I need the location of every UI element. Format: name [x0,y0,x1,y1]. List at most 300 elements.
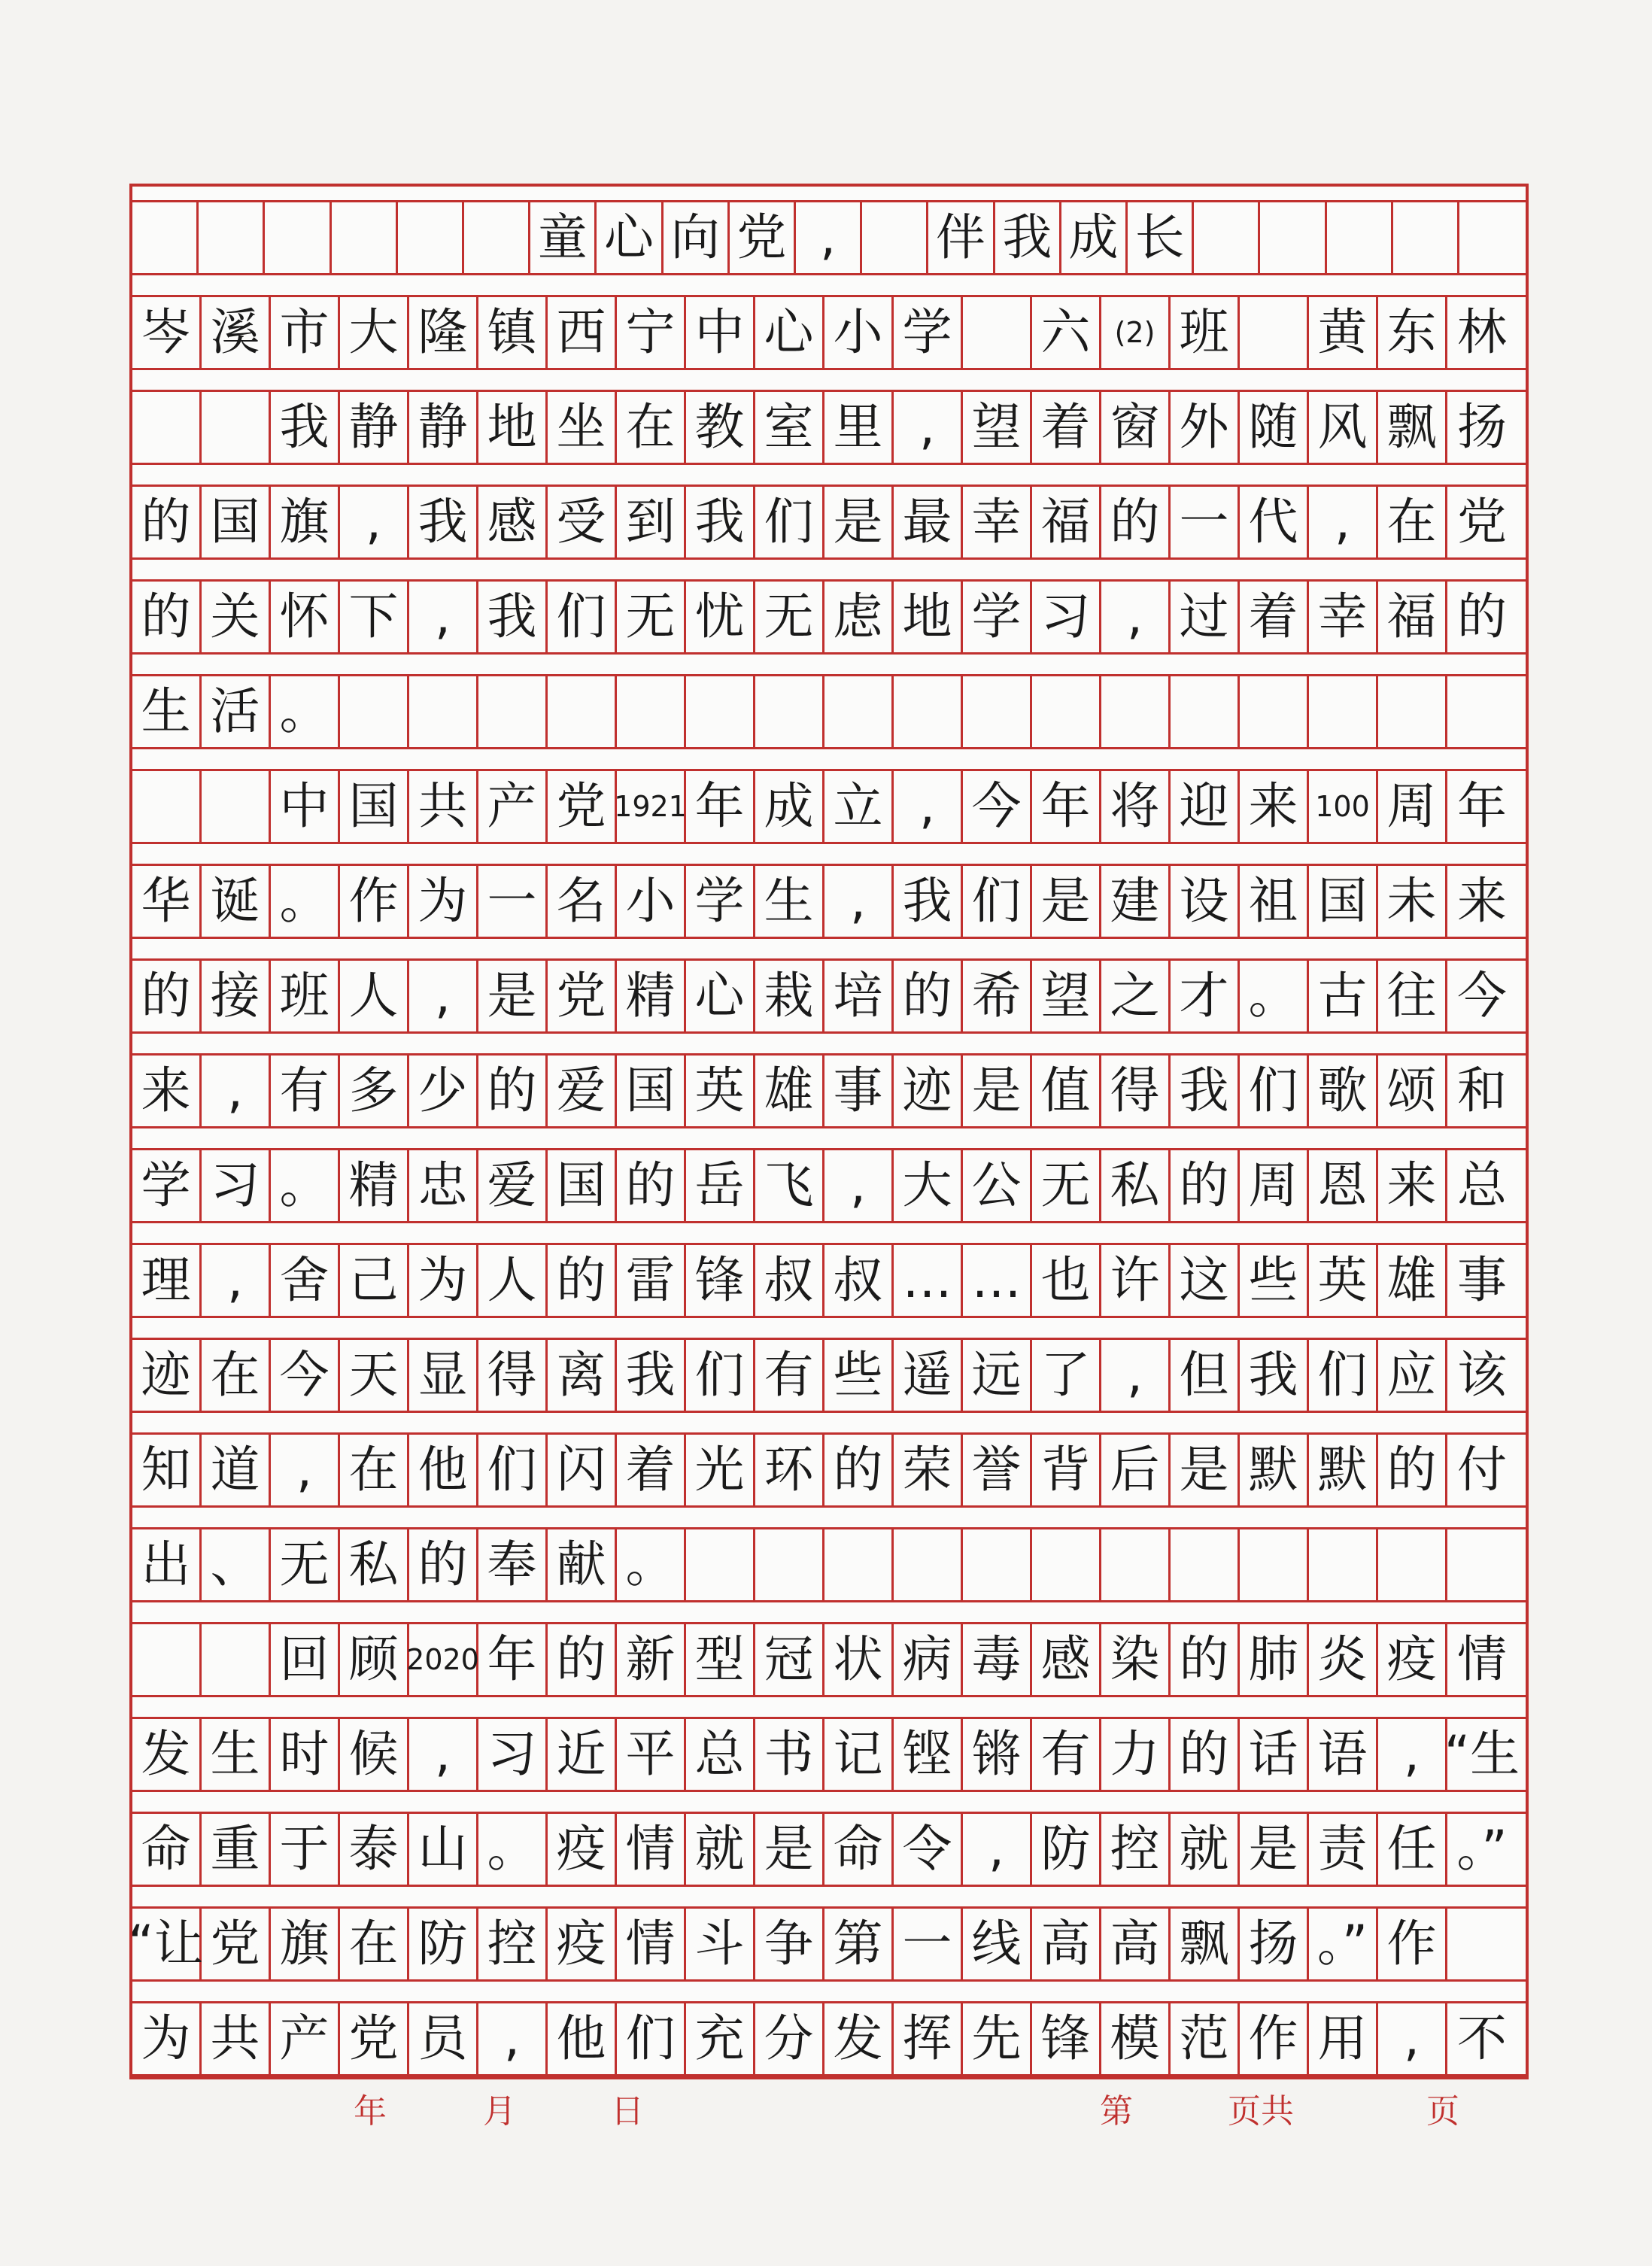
char-cell: 得 [478,1340,548,1411]
text-row [132,1432,1526,1508]
char-cell: 炎 [1309,1624,1378,1695]
char-cell: 。” [1309,1909,1378,1979]
footer-page-end: 页 [1426,2092,1459,2131]
char-cell: 旗 [271,487,340,557]
char-cell [963,1529,1032,1600]
char-cell [1378,1529,1447,1600]
char-cell: 往 [1378,961,1447,1031]
char-cell: 国 [340,771,409,842]
char-cell [340,676,409,747]
char-cell: 幸 [963,487,1032,557]
char-cell: 们 [1309,1340,1378,1411]
char-cell: 名 [548,866,617,937]
footer-day: 日 [611,2092,644,2131]
char-cell: 今 [963,771,1032,842]
char-cell: 古 [1309,961,1378,1031]
text-row [132,2001,1526,2076]
char-cell: 习 [1032,582,1101,652]
char-cell: , [1378,2003,1447,2074]
char-cell [894,676,963,747]
char-cell: 遥 [894,1340,963,1411]
char-cell: 肺 [1240,1624,1309,1695]
char-cell: 为 [409,1245,478,1316]
char-cell: … [963,1245,1032,1316]
char-cell: 在 [340,1435,409,1505]
char-cell: 忠 [409,1150,478,1221]
char-cell: 模 [1101,2003,1171,2074]
char-cell: 我 [1171,1056,1240,1126]
char-cell: 心 [686,961,755,1031]
char-cell: 的 [1171,1150,1240,1221]
title-char-cell: 心 [597,202,663,273]
char-cell: 室 [755,392,824,463]
footer-page-of: 页共 [1228,2092,1294,2131]
char-cell: 和 [1457,1062,1507,1119]
char-cell: 出 [132,1529,202,1600]
char-cell: 栽 [755,961,824,1031]
char-cell: 知 [132,1435,202,1505]
char-cell [132,771,202,842]
char-cell: 共 [409,771,478,842]
title-row [132,200,1526,275]
text-row [132,484,1526,560]
char-cell: 着 [617,1435,686,1505]
writing-grid [129,184,1529,2079]
char-cell: 他 [548,2003,617,2074]
title-char-cell [1459,202,1526,273]
char-cell: 。 [271,1150,340,1221]
char-cell: 铿 [894,1719,963,1790]
char-cell: 但 [1171,1340,1240,1411]
char-cell: 共 [202,2003,271,2074]
char-cell: 候 [340,1719,409,1790]
char-cell: 设 [1171,866,1240,937]
char-cell [548,676,617,747]
char-cell: 我 [271,392,340,463]
char-cell: 之 [1101,961,1171,1031]
char-cell: 诞 [202,866,271,937]
char-cell: 迹 [132,1340,202,1411]
text-row [132,958,1526,1034]
char-cell: 望 [1032,961,1101,1031]
char-cell: 我 [686,487,755,557]
footer-year: 年 [354,2092,387,2131]
char-cell: 疫 [548,1814,617,1885]
char-cell: 事 [1457,1251,1507,1309]
char-cell [686,676,755,747]
char-cell: 语 [1309,1719,1378,1790]
char-cell: 冠 [755,1624,824,1695]
page-footer [0,2084,1652,2137]
char-cell: 坐 [548,392,617,463]
title-char-cell [1393,202,1459,273]
char-cell: 大 [894,1150,963,1221]
char-cell [1309,1529,1378,1600]
char-cell: , [271,1435,340,1505]
char-cell: 命 [824,1814,894,1885]
title-char-cell: 党 [730,202,796,273]
char-cell: 里 [824,392,894,463]
char-cell: 将 [1101,771,1171,842]
char-cell: 爱 [478,1150,548,1221]
char-cell: 我 [617,1340,686,1411]
char-cell: 西 [548,297,617,368]
char-cell: 许 [1101,1245,1171,1316]
char-cell: 人 [340,961,409,1031]
char-cell: 国 [202,487,271,557]
text-row [132,390,1526,465]
char-cell: 。 [478,1814,548,1885]
char-cell: 防 [1032,1814,1101,1885]
char-cell: 任 [1378,1814,1447,1885]
char-cell: 们 [548,582,617,652]
char-cell: 飘 [1378,392,1447,463]
char-cell [755,1529,824,1600]
char-cell: 少 [409,1056,478,1126]
char-cell [1447,1909,1517,1979]
char-cell: 着 [1032,392,1101,463]
char-cell: 国 [548,1150,617,1221]
char-cell: 些 [824,1340,894,1411]
char-cell: 新 [617,1624,686,1695]
char-cell: 疫 [548,1909,617,1979]
char-cell: 在 [340,1909,409,1979]
char-cell: 们 [963,866,1032,937]
char-cell: 有 [271,1056,340,1126]
char-cell: 付 [1457,1441,1507,1499]
char-cell: 的 [548,1245,617,1316]
char-cell: 离 [548,1340,617,1411]
text-row [132,1527,1526,1602]
char-cell: , [409,1719,478,1790]
char-cell [824,676,894,747]
title-char-cell [1327,202,1393,273]
char-cell: 歌 [1309,1056,1378,1126]
char-cell: 来 [1240,771,1309,842]
char-cell: 是 [1240,1814,1309,1885]
char-cell: 扬 [1240,1909,1309,1979]
char-cell: 值 [1032,1056,1101,1126]
char-cell [963,297,1032,368]
char-cell: 公 [963,1150,1032,1221]
char-cell [409,676,478,747]
char-cell: 过 [1171,582,1240,652]
char-cell: 未 [1378,866,1447,937]
char-cell: , [1309,487,1378,557]
char-cell: 的 [1171,1719,1240,1790]
char-cell: 远 [963,1340,1032,1411]
text-row [132,1338,1526,1413]
char-cell: 的 [824,1435,894,1505]
char-cell: 无 [755,582,824,652]
char-cell [1032,1529,1101,1600]
title-char-cell [332,202,398,273]
char-cell [894,1529,963,1600]
char-cell: 六 [1032,297,1101,368]
char-cell: 党 [548,771,617,842]
char-cell: 飞 [755,1150,824,1221]
char-cell: 中 [271,771,340,842]
char-cell: 我 [894,866,963,937]
char-cell: 周 [1378,771,1447,842]
char-cell: 年 [1032,771,1101,842]
char-cell: 镇 [478,297,548,368]
char-cell: 东 [1378,297,1447,368]
char-cell: 一 [478,866,548,937]
char-cell [1171,676,1240,747]
char-cell: , [1378,1719,1447,1790]
char-cell: 情 [1457,1630,1507,1688]
char-cell: 在 [202,1340,271,1411]
char-cell: 人 [478,1245,548,1316]
char-cell: 着 [1240,582,1309,652]
char-cell: 精 [340,1150,409,1221]
char-cell: 生 [755,866,824,937]
char-cell: 作 [340,866,409,937]
char-cell: 了 [1032,1340,1101,1411]
char-cell [1240,297,1309,368]
char-cell: 是 [824,487,894,557]
char-cell: … [894,1245,963,1316]
footer-month: 月 [483,2092,516,2131]
char-cell [132,392,202,463]
char-cell: 有 [1032,1719,1101,1790]
char-cell: 福 [1378,582,1447,652]
text-row [132,1622,1526,1697]
char-cell: 荣 [894,1435,963,1505]
char-cell: 国 [617,1056,686,1126]
char-cell: 。 [271,866,340,937]
char-cell: 为 [132,2003,202,2074]
char-cell: 的 [132,582,202,652]
char-cell: 事 [824,1056,894,1126]
char-cell: 是 [1032,866,1101,937]
char-cell: 无 [1032,1150,1101,1221]
char-cell: 们 [686,1340,755,1411]
char-cell [1447,1529,1517,1600]
text-row [132,674,1526,749]
char-cell: 山 [409,1814,478,1885]
text-row [132,864,1526,939]
char-cell: 己 [340,1245,409,1316]
char-cell: 发 [132,1719,202,1790]
char-cell: 在 [1378,487,1447,557]
char-cell: 回 [271,1624,340,1695]
char-cell: 的 [409,1529,478,1600]
char-cell [963,676,1032,747]
char-cell: 年 [478,1624,548,1695]
char-cell: 第 [824,1909,894,1979]
char-cell: 雷 [617,1245,686,1316]
char-cell [1309,676,1378,747]
char-cell: 控 [478,1909,548,1979]
char-cell: 作 [1378,1909,1447,1979]
char-cell: 是 [963,1056,1032,1126]
char-cell [1171,1529,1240,1600]
char-cell: 不 [1457,2009,1507,2067]
char-cell: 恩 [1309,1150,1378,1221]
char-cell: 斗 [686,1909,755,1979]
char-cell: “让 [132,1909,202,1979]
char-cell: 隆 [409,297,478,368]
char-cell: 生 [132,676,202,747]
text-row [132,579,1526,655]
char-cell: 为 [409,866,478,937]
char-cell: 英 [686,1056,755,1126]
title-char-cell: , [796,202,862,273]
char-cell: 受 [548,487,617,557]
char-cell: 无 [617,582,686,652]
char-cell: 叔 [824,1245,894,1316]
char-cell: 背 [1032,1435,1101,1505]
char-cell: 时 [271,1719,340,1790]
char-cell: 1921 [617,771,686,842]
char-cell: 立 [824,771,894,842]
char-cell: 建 [1101,866,1171,937]
char-cell: 一 [894,1909,963,1979]
char-cell: 情 [617,1814,686,1885]
char-cell: 记 [824,1719,894,1790]
char-cell: 高 [1101,1909,1171,1979]
char-cell: 光 [686,1435,755,1505]
char-cell: 教 [686,392,755,463]
char-cell: , [894,771,963,842]
char-cell: 随 [1240,392,1309,463]
char-cell: 的 [132,961,202,1031]
char-cell: 无 [271,1529,340,1600]
char-cell: 命 [132,1814,202,1885]
title-char-cell [199,202,265,273]
char-cell: 福 [1032,487,1101,557]
char-cell: 忧 [686,582,755,652]
char-cell: 代 [1240,487,1309,557]
char-cell: 在 [617,392,686,463]
char-cell: 该 [1457,1346,1507,1404]
char-cell: , [202,1056,271,1126]
char-cell: 力 [1101,1719,1171,1790]
char-cell: , [1101,1340,1171,1411]
char-cell: 地 [894,582,963,652]
char-cell: , [340,487,409,557]
char-cell [1101,1529,1171,1600]
char-cell: 的 [1457,588,1507,645]
char-cell: 一 [1171,487,1240,557]
char-cell: , [824,866,894,937]
char-cell: 锋 [686,1245,755,1316]
char-cell: 祖 [1240,866,1309,937]
char-cell: 是 [478,961,548,1031]
char-cell: 的 [1101,487,1171,557]
char-cell: 发 [824,2003,894,2074]
char-cell: 精 [617,961,686,1031]
char-cell: 心 [755,297,824,368]
char-cell: 习 [202,1150,271,1221]
char-cell: 显 [409,1340,478,1411]
char-cell: 总 [686,1719,755,1790]
char-cell: 外 [1171,392,1240,463]
char-cell: 华 [132,866,202,937]
text-row [132,1812,1526,1887]
char-cell: 雄 [1378,1245,1447,1316]
title-char-cell [464,202,530,273]
char-cell: 、 [202,1529,271,1600]
char-cell: 旗 [271,1909,340,1979]
char-cell [824,1529,894,1600]
text-row [132,295,1526,370]
char-cell: 线 [963,1909,1032,1979]
char-cell: 挥 [894,2003,963,2074]
char-cell: 活 [202,676,271,747]
char-cell: 这 [1171,1245,1240,1316]
char-cell: 岳 [686,1150,755,1221]
char-cell: 分 [755,2003,824,2074]
char-cell: 2020 [409,1624,478,1695]
title-char-cell [1260,202,1326,273]
char-cell: 的 [1378,1435,1447,1505]
char-cell [617,676,686,747]
char-cell: 才 [1171,961,1240,1031]
char-cell: 爱 [548,1056,617,1126]
char-cell: 情 [617,1909,686,1979]
char-cell: 幸 [1309,582,1378,652]
char-cell: 成 [755,771,824,842]
char-cell: 默 [1240,1435,1309,1505]
char-cell: 我 [409,487,478,557]
char-cell: , [409,961,478,1031]
char-cell: 静 [409,392,478,463]
char-cell: 希 [963,961,1032,1031]
char-cell: 用 [1309,2003,1378,2074]
char-cell: 平 [617,1719,686,1790]
char-cell [1240,676,1309,747]
char-cell: 献 [548,1529,617,1600]
text-row [132,1717,1526,1792]
char-cell: 作 [1240,2003,1309,2074]
char-cell [132,1624,202,1695]
char-cell: , [824,1150,894,1221]
char-cell: 状 [824,1624,894,1695]
char-cell: 党 [202,1909,271,1979]
char-cell [478,676,548,747]
char-cell: 。” [1456,1820,1508,1878]
char-cell: 的 [548,1624,617,1695]
char-cell: , [1101,582,1171,652]
char-cell: 小 [617,866,686,937]
char-cell: 防 [409,1909,478,1979]
title-char-cell: 童 [530,202,597,273]
char-cell: 们 [478,1435,548,1505]
char-cell: 党 [340,2003,409,2074]
char-cell: 周 [1240,1150,1309,1221]
char-cell: 顾 [340,1624,409,1695]
char-cell: , [478,2003,548,2074]
char-cell: 来 [1457,872,1507,930]
char-cell: 风 [1309,392,1378,463]
char-cell: 于 [271,1814,340,1885]
char-cell: 班 [271,961,340,1031]
title-char-cell [1194,202,1260,273]
char-cell: , [894,392,963,463]
char-cell: 近 [548,1719,617,1790]
char-cell [1240,1529,1309,1600]
char-cell: 产 [271,2003,340,2074]
char-cell: 地 [478,392,548,463]
char-cell: 年 [686,771,755,842]
char-cell: 锵 [963,1719,1032,1790]
char-cell: 就 [1171,1814,1240,1885]
char-cell: 们 [617,2003,686,2074]
title-char-cell [265,202,331,273]
